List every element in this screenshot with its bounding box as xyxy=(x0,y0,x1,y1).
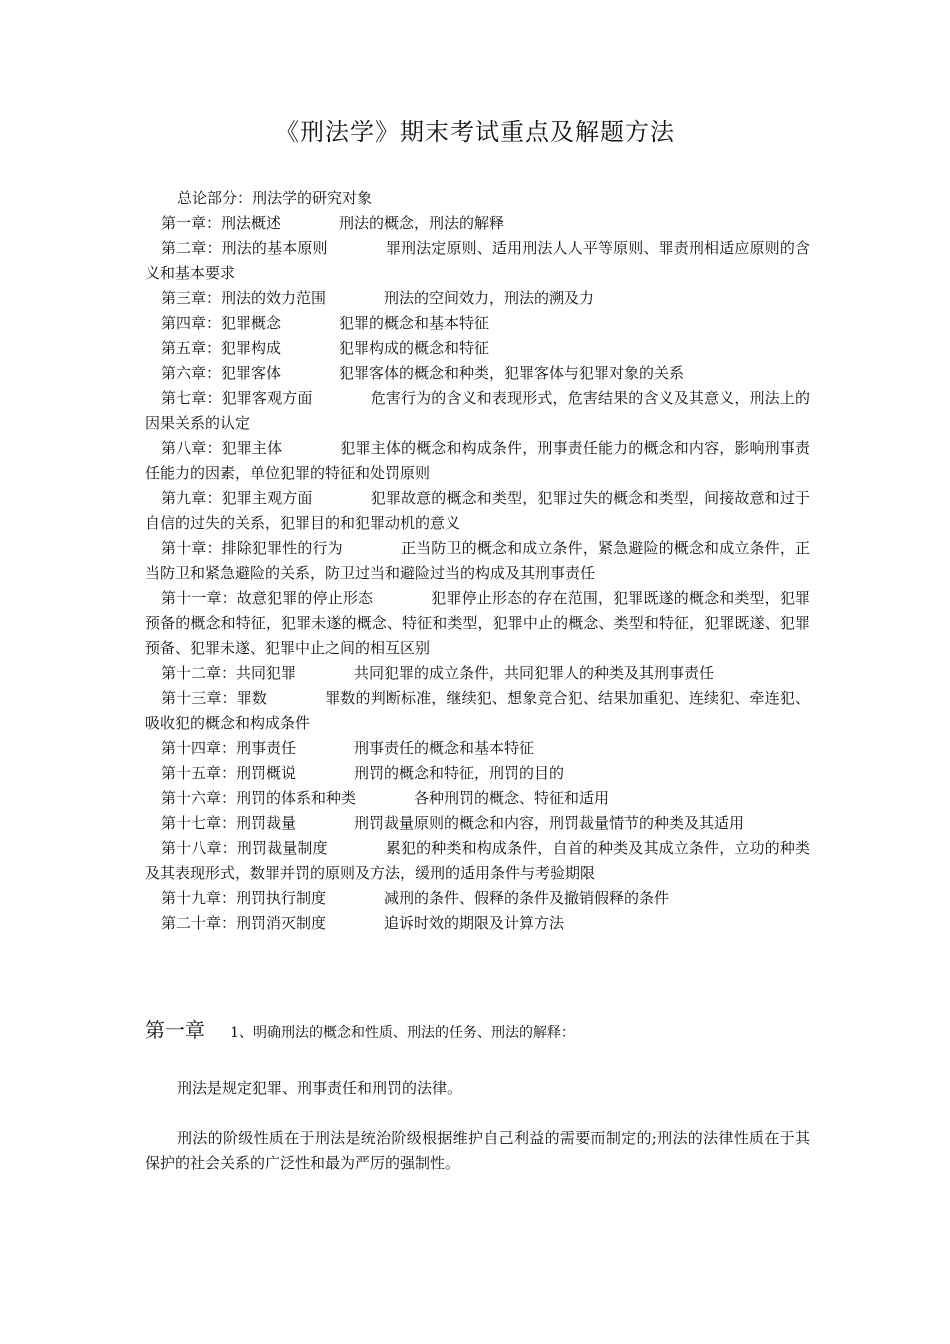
chapter-content: 犯罪主体的概念和构成条件，刑事责任能力的概念和内容，影响刑事责任能力的因素，单位犯罪的特征和处罚原则 xyxy=(145,439,810,482)
chapter-row xyxy=(145,211,810,236)
chapter-label: 第十一章：故意犯罪的停止形态 xyxy=(161,589,374,607)
chapter-label: 第五章：犯罪构成 xyxy=(161,339,282,357)
chapter-label: 第十三章：罪数 xyxy=(161,689,268,707)
chapter-content: 刑罚裁量原则的概念和内容，刑罚裁量情节的种类及其适用 xyxy=(354,814,745,832)
chapter-label: 第十九章：刑罚执行制度 xyxy=(161,889,327,907)
chapter-label: 第二十章：刑罚消灭制度 xyxy=(161,914,327,932)
chapter-row xyxy=(145,886,810,911)
chapter-row xyxy=(145,436,810,486)
chapter-content: 共同犯罪的成立条件，共同犯罪人的种类及其刑事责任 xyxy=(354,664,715,682)
chapter-row xyxy=(145,486,810,536)
chapter-label: 第七章：犯罪客观方面 xyxy=(161,389,313,407)
chapter-label: 第十七章：刑罚裁量 xyxy=(161,814,297,832)
chapter-row xyxy=(145,761,810,786)
chapter-row xyxy=(145,811,810,836)
chapter-content: 刑法的概念，刑法的解释 xyxy=(339,214,505,232)
chapter-row xyxy=(145,236,810,286)
chapter-row xyxy=(145,311,810,336)
chapter-content: 刑法的空间效力，刑法的溯及力 xyxy=(384,289,595,307)
chapter-row xyxy=(145,586,810,661)
chapter-content: 减刑的条件、假释的条件及撤销假释的条件 xyxy=(384,889,670,907)
chapter-label: 第十二章：共同犯罪 xyxy=(161,664,297,682)
outline-intro: 总论部分：刑法学的研究对象 xyxy=(177,189,373,207)
chapter-content: 犯罪的概念和基本特征 xyxy=(339,314,490,332)
chapter-label: 第十章：排除犯罪性的行为 xyxy=(161,539,343,557)
chapter-label: 第六章：犯罪客体 xyxy=(161,364,282,382)
chapter-row xyxy=(145,361,810,386)
chapter-content: 刑事责任的概念和基本特征 xyxy=(354,739,535,757)
chapter-label: 第四章：犯罪概念 xyxy=(161,314,282,332)
chapter-list xyxy=(145,211,810,936)
chapter-content: 危害行为的含义和表现形式，危害结果的含义及其意义，刑法上的因果关系的认定 xyxy=(145,389,810,432)
chapter-row xyxy=(145,386,810,436)
chapter-content: 犯罪故意的概念和类型，犯罪过失的概念和类型，间接故意和过于自信的过失的关系，犯罪目的和犯罪动机的意义 xyxy=(145,489,810,532)
chapter-label: 第十八章：刑罚裁量制度 xyxy=(161,839,328,857)
chapter-label: 第十六章：刑罚的体系和种类 xyxy=(161,789,357,807)
chapter-content: 追诉时效的期限及计算方法 xyxy=(384,914,565,932)
chapter-content: 累犯的种类和构成条件，自首的种类及其成立条件，立功的种类及其表现形式，数罪并罚的原则及方法，缓刑的适用条件与考验期限 xyxy=(145,839,810,882)
chapter-row xyxy=(145,536,810,586)
chapter-one-label: 第一章 xyxy=(145,1018,205,1042)
chapter-row xyxy=(145,836,810,886)
chapter-row xyxy=(145,686,810,736)
chapter-one-heading xyxy=(145,1014,810,1043)
chapter-row xyxy=(145,286,810,311)
body-paragraph: 刑法的阶级性质在于刑法是统治阶级根据维护自己利益的需要而制定的;刑法的法律性质在于其保护的社会关系的广泛性和最为严厉的强制性。 xyxy=(145,1129,810,1172)
chapter-label: 第三章：刑法的效力范围 xyxy=(161,289,327,307)
chapter-label: 第二章：刑法的基本原则 xyxy=(161,239,328,257)
chapter-label: 第八章：犯罪主体 xyxy=(161,439,283,457)
chapter-one-subheading: 1、明确刑法的概念和性质、刑法的任务、刑法的解释： xyxy=(230,1025,575,1041)
document-title: 《刑法学》期末考试重点及解题方法 xyxy=(275,118,675,146)
chapter-content: 正当防卫的概念和成立条件，紧急避险的概念和成立条件，正当防卫和紧急避险的关系，防卫过当和避险过当的构成及其刑事责任 xyxy=(145,539,810,582)
chapter-content: 各种刑罚的概念、特征和适用 xyxy=(414,789,610,807)
syllabus-outline xyxy=(145,186,810,936)
chapter-row xyxy=(145,911,810,936)
chapter-content: 刑罚的概念和特征，刑罚的目的 xyxy=(354,764,565,782)
chapter-content: 罪刑法定原则、适用刑法人人平等原则、罪责刑相适应原则的含义和基本要求 xyxy=(145,239,810,282)
chapter-content: 犯罪停止形态的存在范围，犯罪既遂的概念和类型，犯罪预备的概念和特征，犯罪未遂的概念、特征和类型，犯罪中止的概念、类型和特征，犯罪既遂、犯罪预备、犯罪未遂、犯罪中止之间的相互区别 xyxy=(145,589,810,657)
chapter-row xyxy=(145,336,810,361)
chapter-label: 第九章：犯罪主观方面 xyxy=(161,489,313,507)
chapter-row xyxy=(145,661,810,686)
chapter-label: 第十四章：刑事责任 xyxy=(161,739,297,757)
chapter-label: 第十五章：刑罚概说 xyxy=(161,764,297,782)
chapter-row xyxy=(145,736,810,761)
body-paragraph: 刑法是规定犯罪、刑事责任和刑罚的法律。 xyxy=(177,1079,463,1097)
chapter-label: 第一章：刑法概述 xyxy=(161,214,282,232)
chapter-content: 犯罪构成的概念和特征 xyxy=(339,339,490,357)
chapter-content: 犯罪客体的概念和种类，犯罪客体与犯罪对象的关系 xyxy=(339,364,685,382)
chapter-row xyxy=(145,786,810,811)
chapter-content: 罪数的判断标准，继续犯、想象竞合犯、结果加重犯、连续犯、牵连犯、吸收犯的概念和构成条件 xyxy=(145,689,810,732)
